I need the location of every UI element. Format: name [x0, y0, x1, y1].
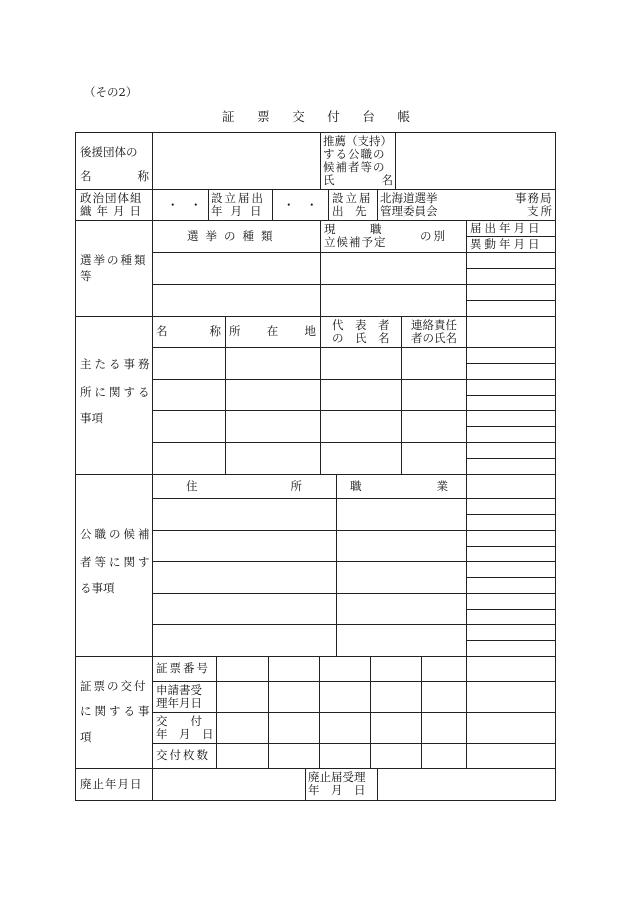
- change-date-header: 異動年月日: [470, 237, 543, 251]
- recommended-candidate-label-3: 候補者等の: [323, 160, 386, 174]
- representative-header-2: の 氏 名: [332, 331, 390, 345]
- candidate-address-header: 住 所: [186, 479, 302, 493]
- org-date-label-2: 織年月日: [80, 204, 146, 218]
- issuance-section-label-1: 証票の交付: [80, 679, 148, 693]
- candidate-section-label-1: 公職の候補: [80, 527, 153, 541]
- candidate-section-label-2: 者等に関す: [80, 555, 153, 569]
- office-section-label-3: 事項: [80, 411, 103, 425]
- contact-person-header-2: 者の氏名: [411, 331, 457, 345]
- page-title: [222, 110, 410, 123]
- office-address-header: 所 在 地: [229, 324, 316, 338]
- issuance-section-label-2: に関する事: [80, 704, 153, 718]
- title-char: 交: [292, 109, 305, 124]
- sheet-number: （その2）: [84, 85, 138, 99]
- org-date-dots: ・ ・: [167, 198, 202, 212]
- card-serial-label: 証票番号: [156, 661, 210, 675]
- issue-date-label-1: 交 付: [156, 714, 202, 728]
- election-type-label-1: 選挙の種類: [80, 253, 148, 267]
- application-date-label-2: 理年月日: [156, 696, 202, 710]
- recommended-candidate-label-1: 推薦（支持）: [323, 134, 392, 148]
- office-label-2: 支所: [527, 204, 554, 218]
- representative-header-1: 代 表 者: [332, 318, 390, 332]
- founding-date-label-1: 設立届出: [211, 191, 265, 205]
- office-label-1: 事務局: [515, 191, 553, 205]
- recommended-candidate-name-label: 氏 名: [323, 173, 393, 187]
- current-status-header-2: 立候補予定: [324, 235, 387, 249]
- election-type-label-2: 等: [80, 269, 92, 283]
- office-section-label-2: 所に関する: [80, 385, 153, 399]
- submit-to-label-2: 出 先: [332, 204, 367, 218]
- candidate-occupation-header: 職 業: [350, 479, 448, 493]
- org-date-label-1: 政治団体組: [80, 191, 143, 205]
- filing-date-header: 届出年月日: [470, 221, 543, 235]
- support-org-name-label: 名 称: [80, 169, 149, 183]
- current-status-header-1: 現 職: [324, 222, 382, 236]
- committee-name-2: 管理委員会: [380, 204, 438, 218]
- recommended-candidate-label-2: する公職の: [323, 147, 386, 161]
- title-char: 帳: [397, 109, 410, 124]
- issuance-section-label-3: 項: [80, 730, 92, 744]
- founding-date-label-2: 年月日: [211, 204, 270, 218]
- title-char: 票: [257, 109, 270, 124]
- office-section-label-1: 主たる事務: [80, 357, 153, 371]
- application-date-label-1: 申請書受: [156, 683, 202, 697]
- issue-count-label: 交付枚数: [156, 748, 210, 762]
- contact-person-header-1: 連絡責任: [411, 318, 457, 332]
- candidate-section-label-3: る事項: [80, 581, 115, 595]
- office-name-header: 名 称: [156, 324, 221, 338]
- election-type-header: 選挙の種類: [187, 229, 280, 243]
- distinction-header: の別: [420, 229, 447, 243]
- submit-to-label-1: 設立届: [332, 191, 373, 205]
- committee-name-1: 北海道選挙: [380, 191, 438, 205]
- founding-date-dots: ・ ・: [283, 198, 318, 212]
- abolition-date-label: 廃止年月日: [80, 777, 143, 791]
- support-org-label: 後援団体の: [80, 145, 138, 159]
- title-char: 付: [327, 109, 340, 124]
- abolition-received-label-1: 廃止届受理: [308, 770, 366, 784]
- title-char: 台: [362, 109, 375, 124]
- title-char: 証: [222, 109, 235, 124]
- abolition-received-label-2: 年 月 日: [308, 783, 366, 797]
- issue-date-label-2: 年 月 日: [156, 727, 214, 741]
